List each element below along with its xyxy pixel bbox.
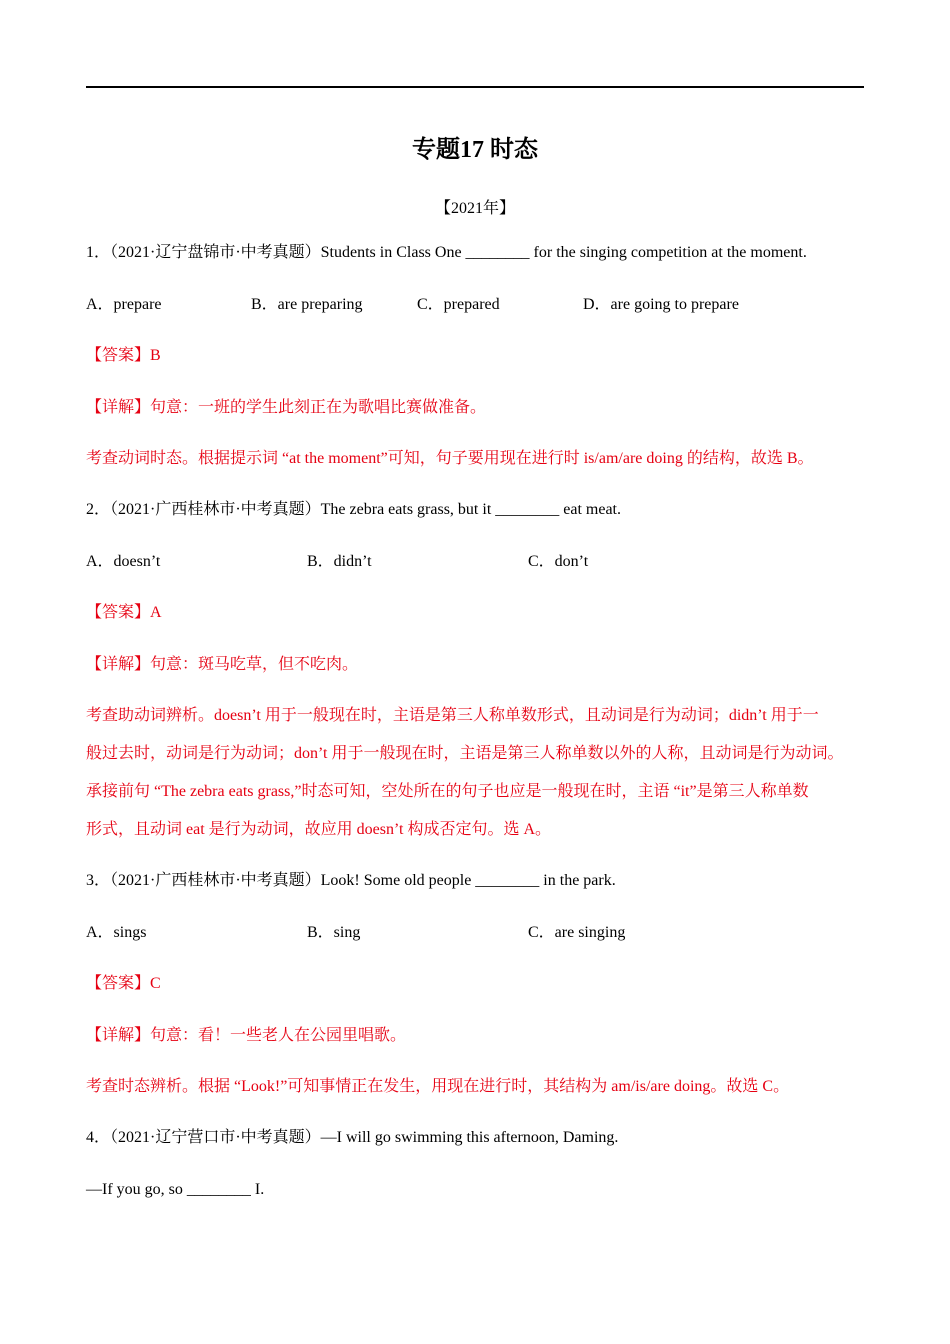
q2-answer: 【答案】A — [86, 604, 162, 621]
q2-analysis-line-1: 考查助动词辨析。doesn’t 用于一般现在时，主语是第三人称单数形式，且动词是行为动词；didn’t 用于一 — [86, 707, 819, 724]
q2-stem: 2．（2021·广西桂林市·中考真题）The zebra eats grass, but it ________ eat meat. — [86, 501, 622, 518]
q3-answer: 【答案】C — [86, 975, 161, 992]
q1-analysis: 考查动词时态。根据提示词 “at the moment”可知，句子要用现在进行时 is/am/are doing 的结构，故选 B。 — [86, 450, 814, 467]
q4-line-2: —If you go, so ________ I. — [86, 1181, 265, 1198]
q3-option-c: C．are singing — [528, 924, 626, 941]
year-label: 【2021年】 — [434, 200, 515, 217]
q2-analysis-line-3: 承接前句 “The zebra eats grass,”时态可知，空处所在的句子也应是一般现在时，主语 “it”是第三人称单数 — [86, 783, 809, 800]
q2-option-b: B．didn’t — [307, 553, 372, 570]
page-title: 专题17 时态 — [412, 137, 538, 163]
q2-detail: 【详解】句意：斑马吃草，但不吃肉。 — [86, 656, 359, 673]
q3-stem: 3．（2021·广西桂林市·中考真题）Look! Some old people ________ in the park. — [86, 872, 616, 889]
q1-option-d: D．are going to prepare — [583, 296, 739, 313]
q2-option-a: A．doesn’t — [86, 553, 161, 570]
q2-analysis-line-4: 形式，且动词 eat 是行为动词，故应用 doesn’t 构成否定句。选 A。 — [86, 821, 552, 838]
q2-analysis-line-2: 般过去时，动词是行为动词；don’t 用于一般现在时，主语是第三人称单数以外的人称，且动词是行为动词。 — [86, 745, 844, 762]
q3-analysis: 考查时态辨析。根据 “Look!”可知事情正在发生，用现在进行时，其结构为 am/is/are doing。故选 C。 — [86, 1078, 790, 1095]
q4-stem: 4．（2021·辽宁营口市·中考真题）—I will go swimming this afternoon, Daming. — [86, 1129, 619, 1146]
q3-option-b: B．sing — [307, 924, 361, 941]
q2-option-c: C．don’t — [528, 553, 589, 570]
q1-detail: 【详解】句意：一班的学生此刻正在为歌唱比赛做准备。 — [86, 399, 487, 416]
q1-answer: 【答案】B — [86, 347, 161, 364]
q3-option-a: A．sings — [86, 924, 147, 941]
q1-option-c: C．prepared — [417, 296, 500, 313]
q1-stem: 1．（2021·辽宁盘锦市·中考真题）Students in Class One ________ for the singing competition at the moment. — [86, 244, 807, 261]
header-rule — [86, 86, 864, 88]
q1-option-b: B．are preparing — [251, 296, 363, 313]
q3-detail: 【详解】句意：看！一些老人在公园里唱歌。 — [86, 1027, 407, 1044]
q1-option-a: A．prepare — [86, 296, 162, 313]
